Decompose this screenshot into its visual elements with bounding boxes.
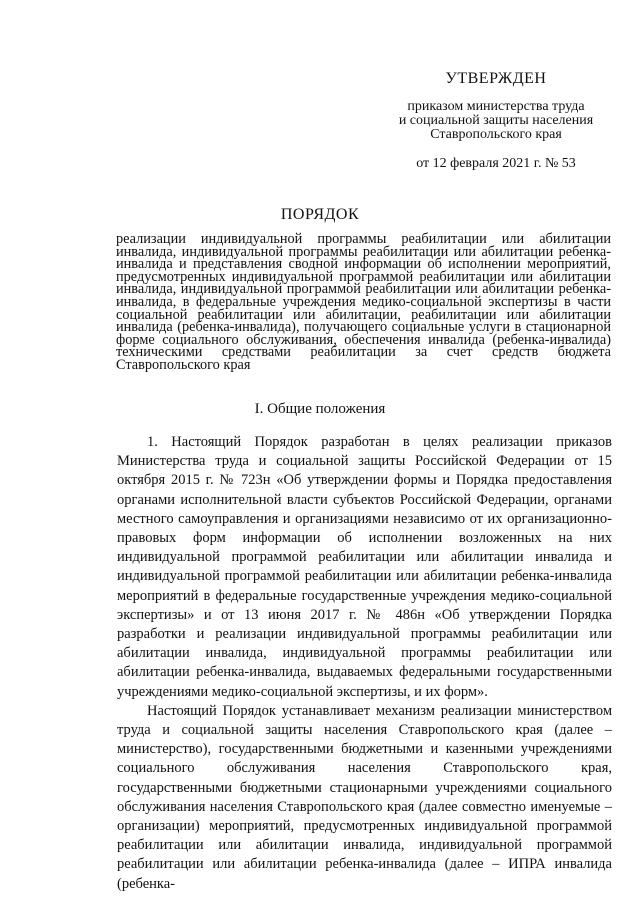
section-title: I. Общие положения [254, 401, 386, 417]
document-subtitle: реализации индивидуальной программы реабилитации или абилитации инвалида, индивидуальной программы реабилитации или абилитации ребенка-инвалида и представления сводной информации об исполнении мероприятий, предусмотренных индивидуальной программой реабилитации или абилитации инвалида, индивидуальной программой реабилитации или абилитации ребенка-инвалида, в федеральные учреждения медико-социальной экспертизы в части социальной реабилитации или абилитации, реабилитации или абилитации инвалида (ребенка-инвалида), получающего социальные услуги в стационарной форме социального обслуживания, обеспечения инвалида (ребенка-инвалида) техническими средствами реабилитации за счет средств бюджета Ставропольского края [116, 231, 611, 373]
approval-block [380, 70, 612, 172]
document-title: ПОРЯДОК [280, 206, 360, 223]
paragraph-2: Настоящий Порядок устанавливает механизм реализации министерством труда и социальной защиты населения Ставропольского края (далее – министерство), государственными бюджетными и казенными учреждениями социального обслуживания населения Ставропольского края, государственными бюджетными стационарными учреждениями социального обслуживания населения Ставропольского края (далее совместно именуемые – организации) мероприятий, предусмотренных индивидуальной программой реабилитации или абилитации инвалида, индивидуальной программой реабилитации или абилитации ребенка-инвалида (далее – ИПРА инвалида (ребенка- [117, 702, 612, 892]
approval-line-1: приказом министерства труда [407, 99, 585, 114]
approval-line-3: Ставропольского края [430, 127, 562, 142]
approval-heading: УТВЕРЖДЕН [445, 70, 547, 87]
approval-line-2: и социальной защиты населения [398, 113, 594, 128]
section-body [117, 433, 612, 894]
approval-date: от 12 февраля 2021 г. № 53 [416, 156, 576, 171]
paragraph-1: 1. Настоящий Порядок разработан в целях реализации приказов Министерства труда и социальной защиты Российской Федерации от 15 октября 2015 г. № 723н «Об утверждении формы и Порядка предоставления органами исполнительной власти субъектов Российской Федерации, органами местного самоуправления и организациями независимо от их организационно-правовых форм информации об исполнении возложенных на них индивидуальной программой реабилитации или абилитации инвалида и индивидуальной программой реабилитации или абилитации ребенка-инвалида мероприятий в федеральные государственные учреждения медико-социальной экспертизы» и от 13 июня 2017 г. № 486н «Об утверждении Порядка разработки и реализации индивидуальной программы реабилитации или абилитации инвалида, индивидуальной программы реабилитации или абилитации ребенка-инвалида, выдаваемых федеральными государственными учреждениями медико-социальной экспертизы, и их форм». [117, 434, 612, 700]
